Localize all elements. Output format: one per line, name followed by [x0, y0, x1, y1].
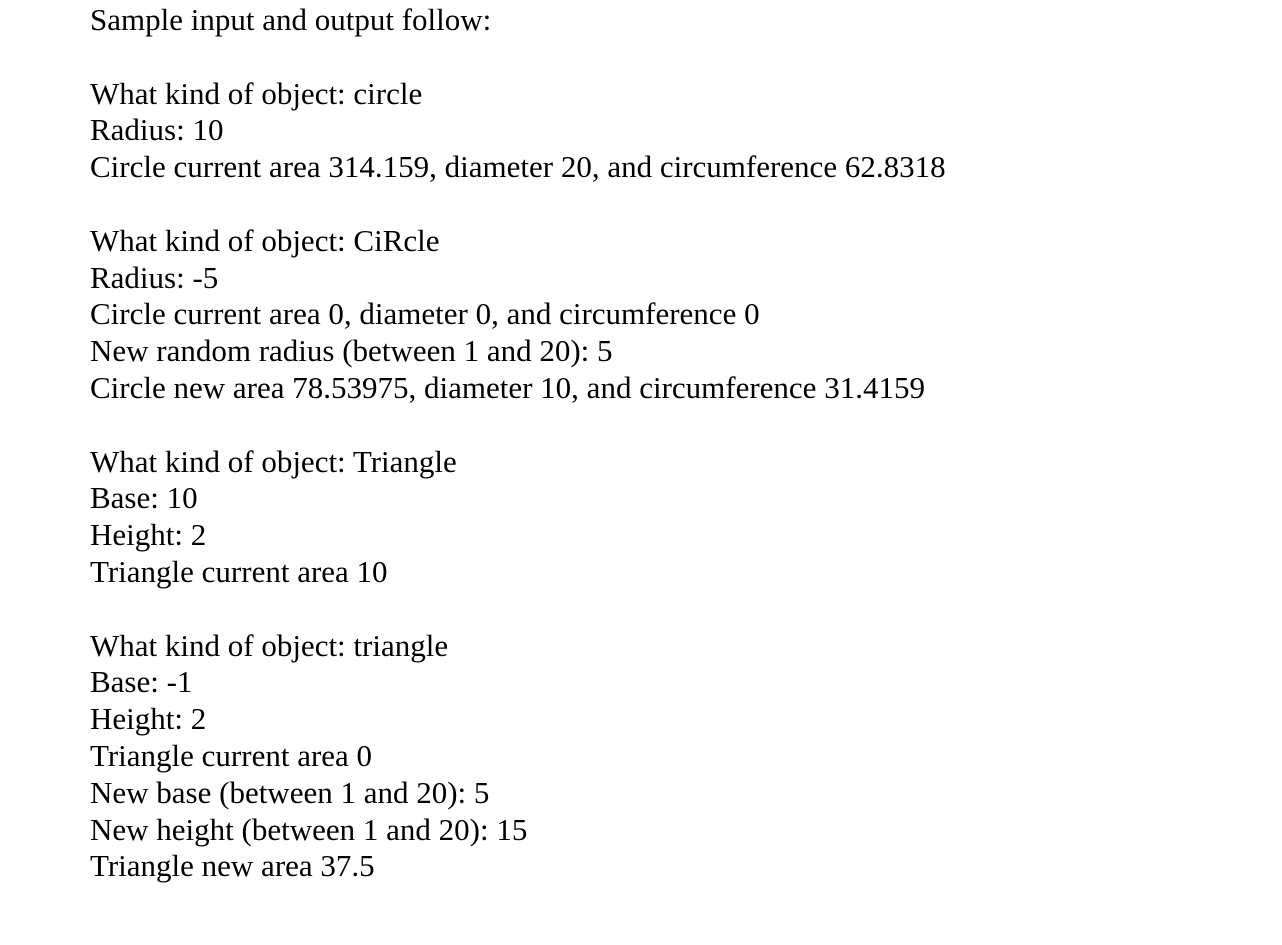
example-line: Circle current area 314.159, diameter 20, and circumference 62.8318 — [90, 149, 946, 185]
example-line: Triangle current area 10 — [90, 553, 388, 589]
example-line: Height: 2 — [90, 517, 207, 553]
example-line: New height (between 1 and 20): 15 — [90, 811, 528, 847]
example-line: Base: -1 — [90, 664, 193, 700]
intro-text: Sample input and output follow: — [90, 2, 492, 37]
example-line: What kind of object: triangle — [90, 627, 449, 663]
spacer — [90, 591, 1240, 628]
example-line: What kind of object: CiRcle — [90, 222, 440, 258]
spacer — [90, 186, 1240, 223]
spacer — [90, 407, 1240, 444]
example-triangle-valid — [90, 444, 1240, 591]
example-line: Base: 10 — [90, 480, 198, 516]
example-circle-invalid — [90, 223, 1240, 407]
example-line: Radius: 10 — [90, 112, 224, 148]
example-line: What kind of object: Triangle — [90, 443, 457, 479]
example-line: New base (between 1 and 20): 5 — [90, 774, 490, 810]
example-line: Height: 2 — [90, 701, 207, 737]
example-circle-valid — [90, 76, 1240, 186]
example-line: Circle current area 0, diameter 0, and circumference 0 — [90, 296, 760, 332]
spacer — [90, 39, 1240, 76]
example-triangle-invalid — [90, 628, 1240, 886]
example-line: Triangle current area 0 — [90, 737, 373, 773]
example-line: Triangle new area 37.5 — [90, 848, 375, 884]
example-line: New random radius (between 1 and 20): 5 — [90, 333, 613, 369]
example-line: Radius: -5 — [90, 259, 219, 295]
example-line: Circle new area 78.53975, diameter 10, and circumference 31.4159 — [90, 369, 925, 405]
document-body — [90, 2, 1240, 885]
example-line: What kind of object: circle — [90, 75, 423, 111]
